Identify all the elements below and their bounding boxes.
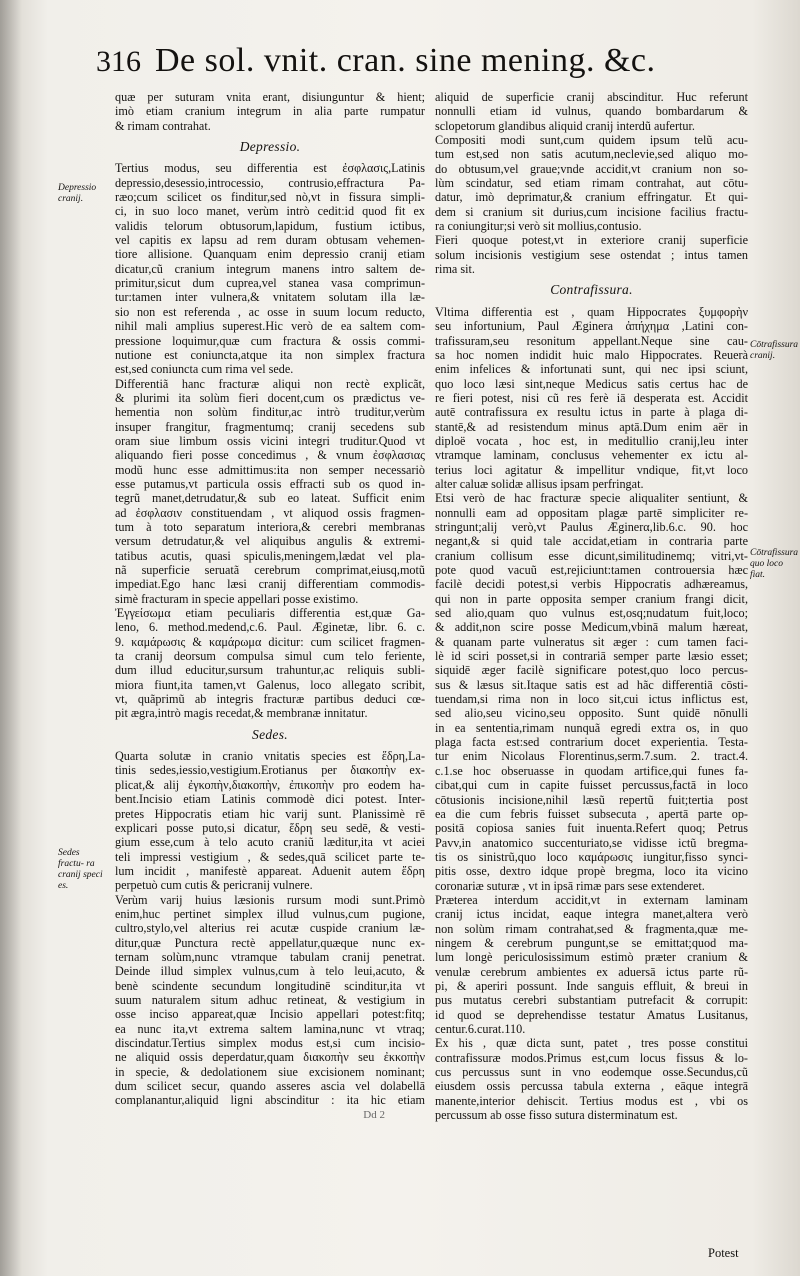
text-line: pi, & aperiri possunt. Inde sanguis effluit, & breui in	[435, 978, 748, 993]
text-line: alter caluæ solidæ allisus ipsam perfringat.	[435, 476, 644, 491]
text-line: tatibus acutis, quasi spiculis,meningem,lædat vel pla-	[115, 548, 425, 563]
text-line: nonnulli eam ad oppositam plagæ partē simpliciter re-	[435, 505, 748, 520]
text-line: Deinde illud simplex vulnus,cum à telo leui,acuto, &	[115, 964, 425, 979]
text-line: non solùm rimam contrahat,sed & fragmenta,quæ me-	[435, 921, 748, 936]
text-line: depressio,desessio,introcessio, contrusio,effractura Pa-	[115, 175, 425, 190]
left-column	[115, 90, 425, 1122]
margin-note-sedes: Sedes fractu- ra cranij speci es.	[58, 848, 103, 891]
text-line: centur.6.curat.110.	[435, 1022, 526, 1036]
text-line: sed alio,quam quo vulnus est,osq;nudatum fuit,loco;	[435, 606, 748, 621]
margin-note-contrafissura: Cōtrafissura cranij.	[750, 340, 799, 361]
text-line: terius loci agitatur & impellitur vndique, fit,vt loco	[435, 462, 748, 477]
text-line: ræo;cum scilicet os finditur,sed nò,vt in fissura simpli-	[115, 190, 425, 205]
text-line: seu infortunium, Paul Æginera ἀπήχημα ,Latini con-	[435, 319, 748, 334]
text-line: hementia non solùm finditur,ac intrò truditur,verùm	[115, 405, 425, 420]
text-line: & addit,non scire posse Medicum,vbinā malum hæreat,	[435, 620, 748, 635]
text-line: enim,huc pertinet simplex illud vulnus,cum pugione,	[115, 906, 425, 921]
text-line: vel capitis ex lapsu ad rem duram obtusam vehemen-	[115, 233, 425, 248]
section-heading-depressio: Depressio.	[239, 139, 301, 155]
depressio-paragraph	[115, 161, 425, 376]
text-line: Compositi modi sunt,cum quidem ipsum telũ acu-	[435, 133, 748, 148]
text-line: osse inciso appareat,quæ Incisio appellari potest:fitq;	[115, 1007, 425, 1022]
text-line: ningem & cerebrum pungunt,se se emittat;quod ma-	[435, 935, 748, 950]
text-line: cōtusionis incisione,nihil læsũ repertũ fuit;tertia post	[435, 792, 748, 807]
text-line: positā copiosa sanies fuit inuenta.Refert quoq; Petrus	[435, 821, 748, 836]
text-line: datur, imò deprimatur,& cranium effringatur. Et qui-	[435, 190, 748, 205]
praeterea-paragraph	[435, 893, 748, 1036]
page-header	[96, 42, 696, 92]
text-line: & plurimi ita solùm fieri docent,cum os prædictus ve-	[115, 390, 425, 405]
text-line: lùm scindatur, sed etiam rimam contrahat, aut cōtu-	[435, 176, 748, 191]
text-line: in specie, & dedolationem siue excisionem nominant;	[115, 1064, 425, 1079]
text-line: cultro,stylo,vel alterius rei acutæ cuspide cranium læ-	[115, 921, 425, 936]
text-line: tur:tamen inter vulnera,& vnitatem solutam illa læ-	[115, 290, 425, 305]
text-line: tegrũ manet,detrudatur,& sub eo lateat. Sufficit enim	[115, 491, 425, 506]
text-line: solum incisionis vestigium sese ostendat ; intus tamen	[435, 247, 748, 262]
text-line: stringunt;alij verò,vt Paulus Æginerα,lib.6.c. 90. hoc	[435, 519, 748, 534]
text-line: dum scilicet secur, quando asseres ascia vel dolabellā	[115, 1079, 425, 1094]
signature-mark: Dd 2	[363, 1108, 385, 1121]
text-line: lum incidit , manifestè appareat. Aduenit autem ἕδρη	[115, 863, 425, 878]
text-line: Vltima differentia est , quam Hippocrates ξυμφορὴν	[435, 304, 748, 319]
text-line: Præterea interdum accidit,vt in externam laminam	[435, 892, 748, 907]
text-line: teli impressi vestigium , & sedes,quā scilicet parte te-	[115, 849, 425, 864]
text-line: discindatur.Tertius simplex modus est,si cum incisio-	[115, 1036, 425, 1050]
text-line: coronariæ suturæ , vt in ipsā rimæ pars sese extenderet.	[435, 878, 705, 893]
text-line: lè id sciri posset,si in contrariā semper parte læsio esset;	[435, 649, 748, 664]
text-line: Fieri quoque potest,vt in exteriore cranij superficie	[435, 233, 748, 248]
text-line: dum illud educitur,sursum trahuntur,ac reliquis subli-	[115, 663, 425, 678]
text-line: Quarta solutæ in cranio vnitatis species est ἕδρη,La-	[115, 749, 425, 764]
text-line: facilè decidi potest,si verbis Hippocratis adhæreamus,	[435, 577, 748, 592]
text-line: sa hoc nomen indidit huic malo Hippocrates. Reuerà	[435, 347, 748, 362]
text-line: imò etiam cranium integrum in alia parte rumpatur	[115, 104, 425, 119]
text-line: pus mutatus cerebri substantiam putrefacit & corrupit:	[435, 993, 748, 1008]
running-title: De sol. vnit. cran. sine mening. &c.	[155, 42, 656, 79]
text-line: quo loco læsi sint,neque Medicus satis certus hac de	[435, 376, 748, 391]
text-line: diploë vocata , hoc est, in meditullio cranij,leu inter	[435, 433, 748, 448]
text-line: nã superficie seruatã cerebrum comprimat,eiusq,motũ	[115, 563, 425, 577]
text-line: ditur,quæ Punctura rectè appellatur,quæque nunc ex-	[115, 935, 425, 950]
right-intro-paragraph	[435, 90, 748, 133]
text-line: perpetuò cum cutis & pericranij vulnere.	[115, 878, 313, 893]
text-line: manente,interior dehiscit. Tertius modus est , vbi os	[435, 1093, 748, 1108]
text-line: tiore allisione. Quanquam enim depressio cranij etiam	[115, 247, 425, 262]
text-line: cus percussus sunt in vno eodemque osse.Secundus,cũ	[435, 1065, 748, 1080]
differentia-paragraph	[115, 377, 425, 607]
section-heading-sedes: Sedes.	[252, 726, 288, 742]
text-line: c.1.se hoc obseruasse in quodam artifice,qui funes fa-	[435, 763, 748, 778]
text-line: siquidē æger facilè significare potest,quo loco percus-	[435, 663, 748, 678]
text-line: tum à toto separatum interiora,& cerebri membranas	[115, 519, 425, 534]
text-line: dicatur,cũ cranium integrum manens intro saltem de-	[115, 261, 425, 276]
text-line: ad ἐσφλασιν constituendam , vt aliquod ossis fragmen-	[115, 505, 425, 520]
text-line: oram siue limbum ossis vicini integri truditur.Quod vt	[115, 433, 425, 448]
text-line: pit ægra,intrò magis recedat,& membranæ innitatur.	[115, 706, 368, 721]
text-line: nutione est coniuncta,atque ita non simplex fractura	[115, 347, 425, 362]
text-line: ra coniungitur;si verò sit mollius,contusio.	[435, 219, 642, 234]
text-line: tur enim Nicolaus Florentinus,serm.7.sum. 2. tract.4.	[435, 749, 748, 764]
text-line: vtramque laminam, conclusus vehementer ex ictu al-	[435, 448, 748, 463]
text-line: pitis osse, dextro idque propè bregma, loco ita vicino	[435, 864, 748, 879]
margin-note-depressio: Depressio cranij.	[58, 183, 97, 204]
section-heading-contrafissura: Contrafissura.	[550, 282, 633, 298]
text-line: plaga facta est:sed contrarium docet experientia. Testa-	[435, 735, 748, 750]
text-line: negant,& si quid tale accidat,etiam in contraria parte	[435, 534, 748, 549]
text-line: qui non in parte opposita semper cranium frangi dicit,	[435, 591, 748, 606]
text-line: suum naturalem situm adhuc retineat, & vestigium in	[115, 992, 425, 1007]
exhis-paragraph	[435, 1036, 748, 1122]
text-line: cibat,qui cum in capite fuisset percussus,factā in loco	[435, 778, 748, 793]
page-number: 316	[96, 45, 141, 78]
text-line: pote quod vacuũ est,rejiciunt:tamen controuersia hæc	[435, 563, 748, 577]
text-line: versum detrudatur,& vel aliquibus angulis & extremi-	[115, 534, 425, 549]
text-line: aliquid de superficie cranij abscinditur. Huc referunt	[435, 90, 748, 104]
text-line: insuper frangitur, fragmentumq; cranij secedens sub	[115, 419, 425, 434]
text-line: esse putamus,vt particula ossis effracti sub os quod in-	[115, 476, 425, 491]
text-line: plicat,& alij ἐγκοπὴν,διακοπὴν, ἐπικοπὴν pro eodem ha-	[115, 777, 425, 792]
text-line: eiusdem ossis percussa tabula externa , eāque integrā	[435, 1079, 748, 1094]
text-line: ci, in suo loco manet, verùm intrò cedit:id quod fit ex	[115, 204, 425, 219]
text-line: Tertius modus, seu differentia est ἐσφλασις,Latinis	[115, 161, 425, 176]
text-line: dem si cranium sit durius,cum incisione facilius fractu-	[435, 204, 748, 219]
text-line: tuendam,si rima non in loco sit,cui ictus inflictus est,	[435, 692, 748, 707]
text-line: sed alio,seu vicino,seu opposito. Sunt quidē nōnulli	[435, 706, 748, 721]
sedes-paragraph	[115, 749, 425, 892]
text-line: re fieri potest, nisi cũ res ferè iā desperata est. Accidit	[435, 390, 748, 405]
text-line: sclopetorum glandibus aliquid cranij interdũ aufertur.	[435, 118, 695, 133]
text-line: benè scindente secundum longitudinē scinditur,ita vt	[115, 978, 425, 993]
text-line: in ea sententia,rimam nunquã egredi extra os, in quo	[435, 720, 748, 735]
etsi-paragraph	[435, 491, 748, 893]
contrafissura-paragraph	[435, 305, 748, 491]
text-line: Differentiã hanc fracturæ aliqui non rectè explicãt,	[115, 376, 425, 391]
text-line: ternam solùm,nunc vtramque tabulam cranij penetrat.	[115, 949, 425, 964]
text-line: ea die cum febris fuisset subsecuta , apertā parte op-	[435, 806, 748, 821]
text-line: autē contrafissura ex resultu ictus in parte à plaga di-	[435, 405, 748, 420]
margin-note-contrafissura-loco: Cōtrafissura quo loco fiat.	[750, 548, 799, 580]
verum-paragraph	[115, 893, 425, 1108]
fieri-paragraph	[435, 233, 748, 276]
text-line: quæ per suturam vnita erant, disiunguntur & hient;	[115, 90, 425, 104]
engisoma-paragraph	[115, 606, 425, 721]
text-line: ta cranij deorsum compulsa simul cum telo feriente,	[115, 649, 425, 664]
text-line: tinis sedes,iessio,vestigium.Erotianus per διακοπὴν ex-	[115, 763, 425, 778]
text-line: simè fracturam in specie appellari posse existimo.	[115, 591, 359, 606]
text-line: ne aliquid ossis deperdatur,quam διακοπὴν seu ἐκκοπὴν	[115, 1050, 425, 1065]
text-line: cranium collisum esse dicunt,similitudinemq; vitri,vt-	[435, 548, 748, 563]
text-line: explicari posse puto,si dicatur, ἕδρη seu sedē, & vesti-	[115, 820, 425, 835]
text-line: bent.Incisio etiam Latinis commodè dici potest. Inter-	[115, 792, 425, 807]
text-line: complanantur,aliquid ligni abscinditur : ita hic etiam	[115, 1093, 425, 1108]
right-column	[435, 90, 748, 1122]
text-line: stantē,& ad resistendum minus aptā.Dum enim aër in	[435, 419, 748, 434]
text-line: & rimam contrahat.	[115, 118, 211, 133]
text-line: Etsi verò de hac fracturæ specie aliqualiter sentiunt, &	[435, 491, 748, 506]
text-line: est,sed coniuncta cum rima vel sede.	[115, 362, 294, 377]
text-line: impediat.Ego hanc læsi cranij differentiam commodis-	[115, 577, 425, 592]
catchword: Potest	[708, 1246, 739, 1260]
text-line: cranij ictus incidat, eaque integra manet,altera verò	[435, 907, 748, 922]
text-line: primitur,sicut dum cuprea,vel stanea vasa comprimun-	[115, 276, 425, 291]
text-line: pressione loquimur,quæ cum fractura & ossis commi-	[115, 333, 425, 348]
text-line: tis os sinistrũ,quo loco καμάρωσις iungitur,fisso synci-	[435, 849, 748, 864]
compositi-paragraph	[435, 133, 748, 233]
text-line: lum longè periculosissimum estimò præter cranium &	[435, 950, 748, 965]
text-line: sus & læsus sit.Itaque satis est ad hãc differentiā cōsti-	[435, 677, 748, 692]
text-line: Ἐγγείσωμα etiam peculiaris differentia est,quæ Ga-	[115, 606, 425, 621]
text-line: sio non est referenda , ac osse in suum locum reducto,	[115, 304, 425, 319]
text-line: pretes Hippocratis etiam hic varij sunt. Planissimè rē	[115, 806, 425, 821]
text-line: aliquando fieri posse concedimus , & vnum ἐσφλασιας	[115, 448, 425, 463]
text-line: do obtusum,vel graue;vnde accidit,vt cranium non so-	[435, 161, 748, 176]
text-line: validis telorum obtusorum,lapidum, fustium ictibus,	[115, 218, 425, 233]
text-line: gium esse,cum à telo acuto craniũ læditur,ita vt aciei	[115, 835, 425, 850]
text-line: modũ hunc esse admittimus:ita non semper necessariò	[115, 462, 425, 477]
text-line: vt, quãprimũ ab integris fracturæ partibus deduci cœ-	[115, 692, 425, 707]
text-line: 9. καμάρωσις & καμάρωμα dicitur: cum scilicet fragmen-	[115, 634, 425, 649]
text-line: Pavv,in anatomico succenturiato,se vidisse ictũ bregma-	[435, 835, 748, 850]
text-line: ea nunc ita,vt extrema saltem lamina,nunc vt vtraq;	[115, 1021, 425, 1036]
text-line: venulæ cerebrum ambientes ex aduersā ictus parte rũ-	[435, 964, 748, 979]
text-line: contrafissuræ modos.Primus est,cum locus fissus & lo-	[435, 1050, 748, 1065]
text-line: id quod se deprehendisse testatur Amatus Lusitanus,	[435, 1007, 748, 1022]
text-line: nihil mali amplius superest.Hic verò de ea saltem com-	[115, 319, 425, 334]
text-line: rima sit.	[435, 262, 475, 277]
text-line: tum est,sed non satis acutum,neclevie,sed aliquo mo-	[435, 147, 748, 162]
text-line: nonnulli etiam id vulnus, quando bombardarum &	[435, 104, 748, 119]
text-line: miora fiunt,ita tamen,vt Galenus, loco allegato scribit,	[115, 677, 425, 692]
text-line: & quanam parte vulneratus sit æger : cum tamen faci-	[435, 634, 748, 649]
text-line: enim infelices & infortunati sunt, qui nec ipsi sciunt,	[435, 362, 748, 377]
text-line: Ex his , quæ dicta sunt, patet , tres posse constitui	[435, 1036, 748, 1051]
gutter-shadow	[0, 0, 22, 1276]
text-line: Verùm varij huius læsionis rursum modi sunt.Primò	[115, 892, 425, 907]
text-line: trafissuram,seu resonitum appellant.Neque sine cau-	[435, 333, 748, 348]
text-line: leno, 6. method.medend,c.6. Paul. Æginetæ, libr. 6. c.	[115, 620, 425, 635]
text-line: percussum ab osse fisso sutura disterminatum est.	[435, 1108, 678, 1123]
left-intro-paragraph	[115, 90, 425, 133]
